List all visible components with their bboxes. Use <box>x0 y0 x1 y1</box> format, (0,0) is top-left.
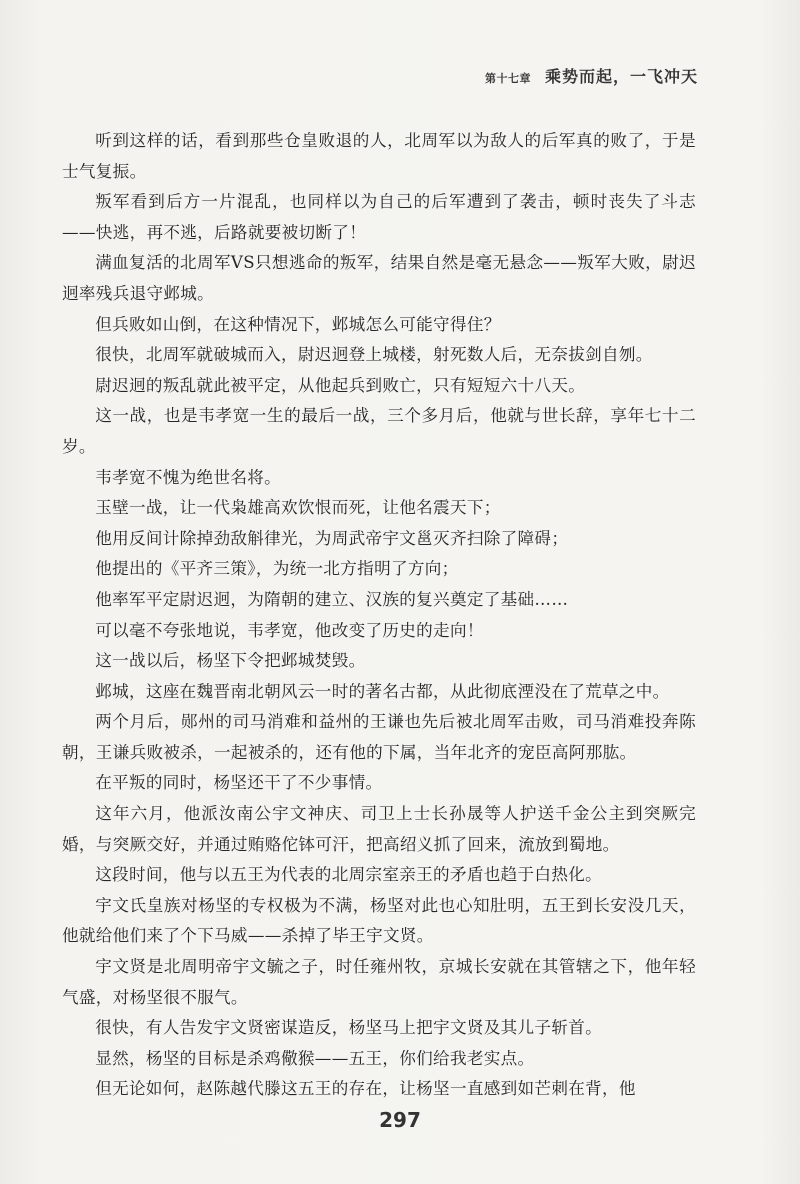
paragraph: 他用反间计除掉劲敌斛律光，为周武帝宇文邕灭齐扫除了障碍； <box>95 528 569 548</box>
paragraph: 但兵败如山倒，在这种情况下，邺城怎么可能守得住？ <box>95 314 501 334</box>
chapter-title: 乘势而起，一飞冲天 <box>544 67 698 86</box>
body-text <box>62 126 696 1105</box>
paragraph: 宇文贤是北周明帝宇文毓之子，时任雍州牧，京城长安就在其管辖之下，他年轻气盛，对杨坚很不服气。 <box>62 957 696 1007</box>
chapter-label: 第十七章 <box>484 72 531 85</box>
paragraph: 韦孝宽不愧为绝世名将。 <box>95 467 282 487</box>
paragraph: 但无论如何，赵陈越代滕这五王的存在，让杨坚一直感到如芒刺在背，他 <box>95 1079 636 1099</box>
paragraph: 这一战以后，杨坚下令把邺城焚毁。 <box>95 651 366 671</box>
paragraph: 宇文氏皇族对杨坚的专权极为不满，杨坚对此也心知肚明，五王到长安没几天，他就给他们来了个下马威——杀掉了毕王宇文贤。 <box>62 895 696 946</box>
paragraph: 这一战，也是韦孝宽一生的最后一战，三个多月后，他就与世长辞，享年七十二岁。 <box>62 406 696 456</box>
paragraph: 在平叛的同时，杨坚还干了不少事情。 <box>95 773 383 793</box>
paragraph: 可以毫不夸张地说，韦孝宽，他改变了历史的走向！ <box>95 620 484 640</box>
paragraph: 他提出的《平齐三策》，为统一北方指明了方向； <box>95 559 459 579</box>
paragraph: 很快，北周军就破城而入，尉迟迥登上城楼，射死数人后，无奈拔剑自刎。 <box>95 345 653 365</box>
paragraph: 显然，杨坚的目标是杀鸡儆猴——五王，你们给我老实点。 <box>95 1048 535 1068</box>
paragraph: 很快，有人告发宇文贤密谋造反，杨坚马上把宇文贤及其儿子斩首。 <box>95 1018 602 1038</box>
paragraph: 叛军看到后方一片混乱，也同样以为自己的后军遭到了袭击，顿时丧失了斗志——快逃，再不逃，后路就要被切断了！ <box>62 192 696 242</box>
paragraph: 两个月后，郧州的司马消难和益州的王谦也先后被北周军击败，司马消难投奔陈朝，王谦兵败被杀，一起被杀的，还有他的下属，当年北齐的宠臣高阿那肱。 <box>62 712 696 762</box>
running-header <box>485 64 698 87</box>
paragraph: 邺城，这座在魏晋南北朝风云一时的著名古都，从此彻底湮没在了荒草之中。 <box>95 681 670 701</box>
paragraph: 听到这样的话，看到那些仓皇败退的人，北周军以为敌人的后军真的败了，于是士气复振。 <box>62 131 696 181</box>
paragraph: 满血复活的北周军VS只想逃命的叛军，结果自然是毫无悬念——叛军大败，尉迟迥率残兵退守邺城。 <box>62 253 696 303</box>
paragraph: 这段时间，他与以五王为代表的北周宗室亲王的矛盾也趋于白热化。 <box>95 865 602 885</box>
paragraph: 玉壁一战，让一代枭雄高欢饮恨而死，让他名震天下； <box>95 498 501 518</box>
page-number: 297 <box>379 1108 421 1132</box>
paragraph: 尉迟迥的叛乱就此被平定，从他起兵到败亡，只有短短六十八天。 <box>95 375 586 395</box>
paragraph: 他率军平定尉迟迥，为隋朝的建立、汉族的复兴奠定了基础…… <box>95 589 569 609</box>
paragraph: 这年六月，他派汝南公宇文神庆、司卫上士长孙晟等人护送千金公主到突厥完婚，与突厥交好，并通过贿赂佗钵可汗，把高绍义抓了回来，流放到蜀地。 <box>62 804 696 854</box>
